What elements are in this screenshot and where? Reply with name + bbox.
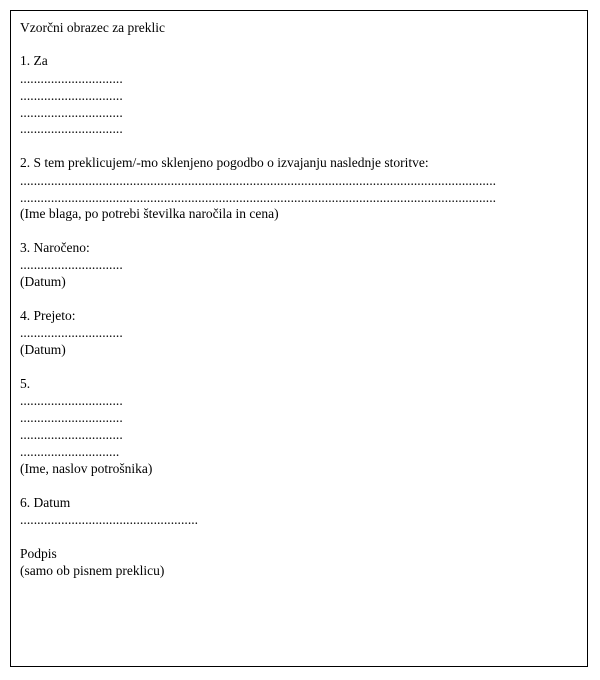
section-5-dotted-line-1: .............................. [20,393,123,408]
signature-note: (samo ob pisnem preklicu) [20,563,165,578]
section-1-dotted-line-2: .............................. [20,88,123,103]
section-5-heading: 5. [20,376,31,391]
section-1-dotted-line-3: .............................. [20,105,123,120]
section-2-dotted-line-1: ........................................................................................................................................... [20,173,497,188]
section-1-heading: 1. Za [20,53,48,68]
section-5-note: (Ime, naslov potrošnika) [20,461,153,476]
section-3-heading: 3. Naročeno: [20,240,90,255]
section-6-dotted-line: .................................................... [20,512,199,527]
section-4-heading: 4. Prejeto: [20,308,76,323]
form-title: Vzorčni obrazec za preklic [20,20,166,35]
section-4-dotted-line: .............................. [20,325,123,340]
section-6-heading: 6. Datum [20,495,71,510]
section-2-dotted-line-2: ........................................................................................................................................... [20,190,497,205]
signature-label: Podpis [20,546,57,561]
section-3-note: (Datum) [20,274,66,289]
section-5-dotted-line-2: .............................. [20,410,123,425]
section-4-note: (Datum) [20,342,66,357]
section-2-heading: 2. S tem preklicujem/-mo sklenjeno pogodbo o izvajanju naslednje storitve: [20,155,429,170]
section-1-dotted-line-4: .............................. [20,121,123,136]
section-3-dotted-line: .............................. [20,257,123,272]
section-5-dotted-line-4: ............................. [20,444,120,459]
section-5-dotted-line-3: .............................. [20,427,123,442]
section-1-dotted-line-1: .............................. [20,71,123,86]
section-2-note: (Ime blaga, po potrebi številka naročila in cena) [20,206,279,221]
